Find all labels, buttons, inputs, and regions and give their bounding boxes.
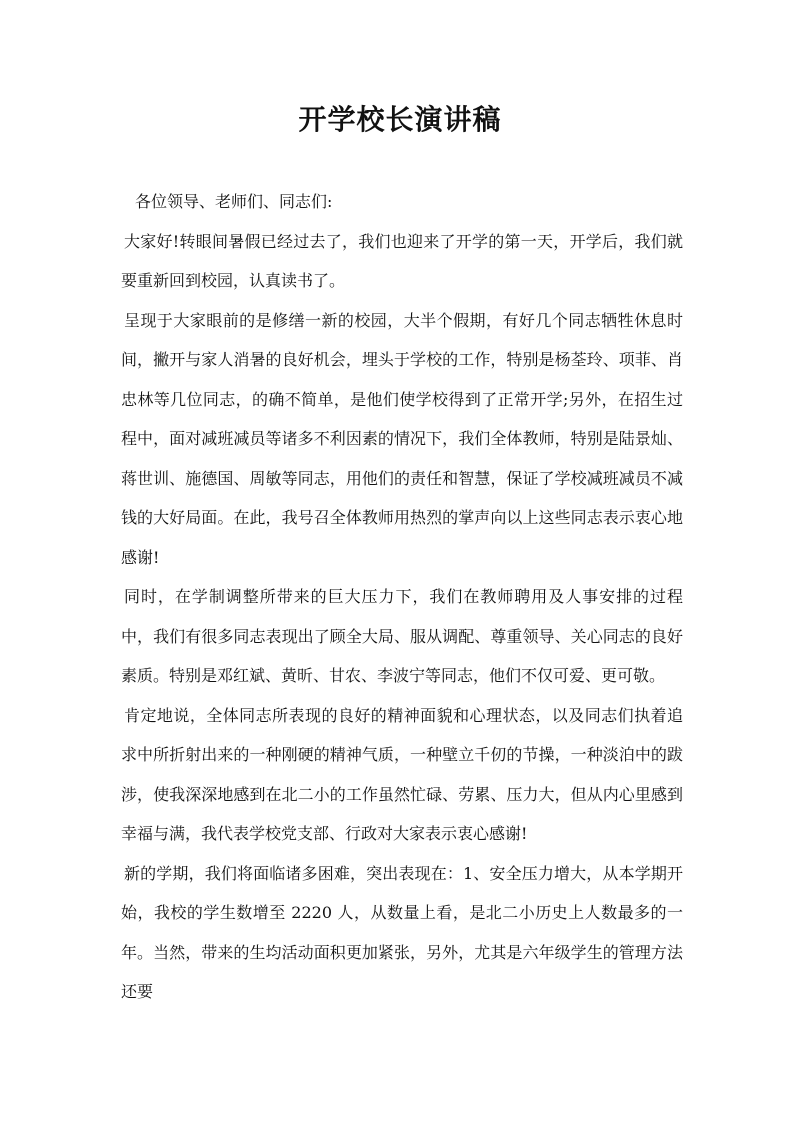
document-body	[121, 182, 683, 1012]
paragraph-campus-thanks: 呈现于大家眼前的是修缮一新的校园，大半个假期，有好几个同志牺牲休息时间，撇开与家人消暑的良好机会，埋头于学校的工作，特别是杨荃玲、项菲、肖忠林等几位同志，的确不简单，是他们使学校得到了正常开学;另外，在招生过程中，面对减班减员等诸多不利因素的情况下，我们全体教师，特别是陆景灿、蒋世训、施德国、周敏等同志，用他们的责任和智慧，保证了学校减班减员不减钱的大好局面。在此，我号召全体教师用热烈的掌声向以上这些同志表示衷心地感谢!	[121, 310, 683, 567]
paragraph-staffing: 同时，在学制调整所带来的巨大压力下，我们在教师聘用及人事安排的过程中，我们有很多同志表现出了顾全大局、服从调配、尊重领导、关心同志的良好素质。特别是邓红斌、黄昕、甘农、李波宁等同志，他们不仅可爱、更可敬。	[121, 587, 683, 685]
document-title: 开学校长演讲稿	[298, 103, 502, 136]
paragraph-spirit: 肯定地说，全体同志所表现的良好的精神面貌和心理状态，以及同志们执着追求中所折射出来的一种刚硬的精神气质，一种壁立千仞的节操，一种淡泊中的跋涉，使我深深地感到在北二小的工作虽然忙碌、劳累、压力大，但从内心里感到幸福与满，我代表学校党支部、行政对大家表示衷心感谢!	[121, 705, 683, 843]
paragraph-new-semester: 新的学期，我们将面临诸多困难，突出表现在：1、安全压力增大，从本学期开始，我校的学生数增至 2220 人，从数量上看，是北二小历史上人数最多的一年。当然，带来的生均活动面积更加紧张，另外，尤其是六年级学生的管理方法还要	[121, 863, 683, 1001]
paragraph-opening: 大家好!转眼间暑假已经过去了，我们也迎来了开学的第一天，开学后，我们就要重新回到校园，认真读书了。	[121, 231, 683, 290]
paragraph-greeting: 各位领导、老师们、同志们:	[135, 192, 333, 211]
